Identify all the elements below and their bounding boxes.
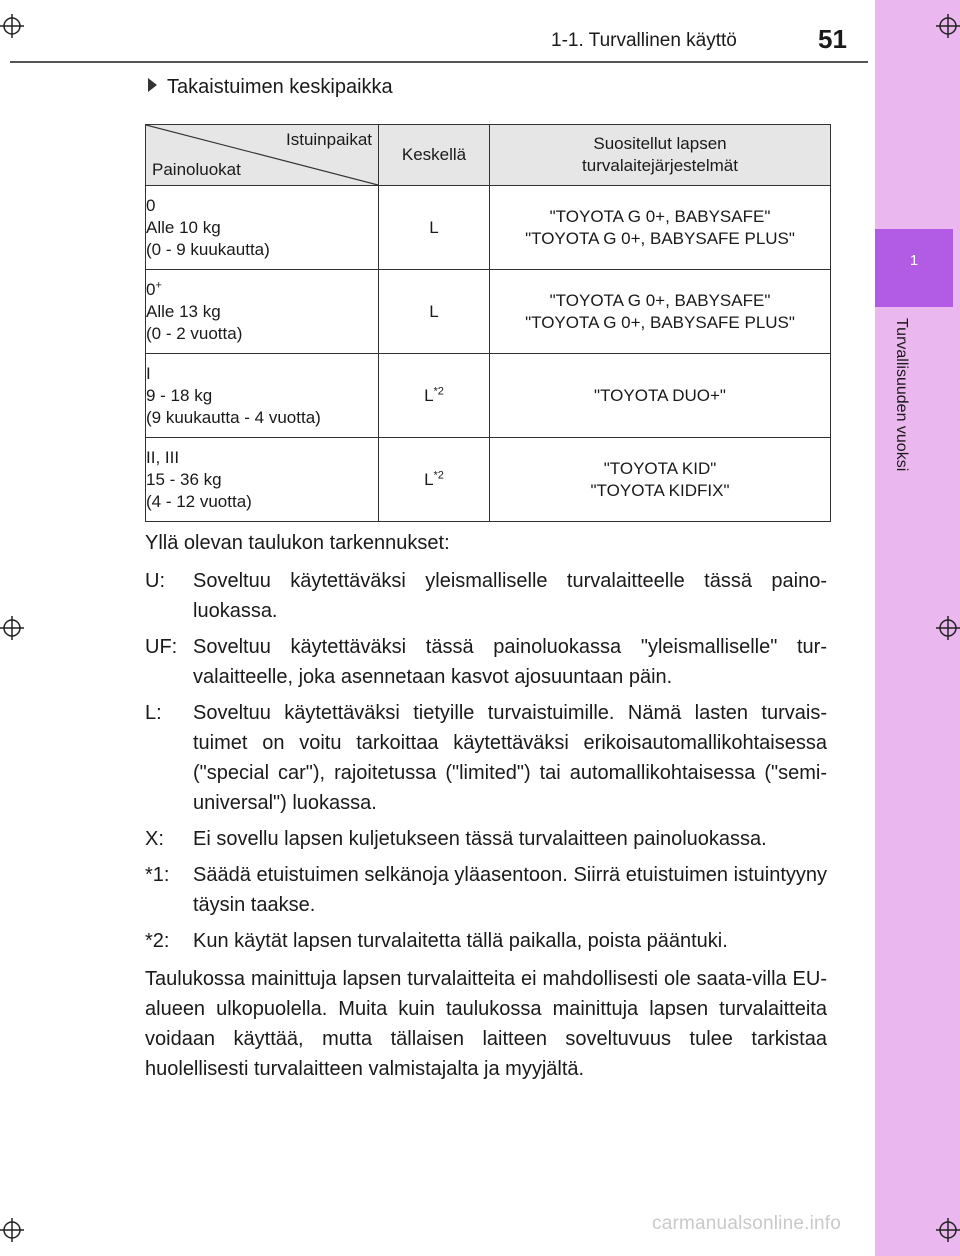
section-heading: [148, 76, 393, 99]
page-number: 51: [818, 24, 847, 54]
table-row: [146, 186, 831, 270]
weight-class-cell: I 9 - 18 kg (9 kuukautta - 4 vuotta): [146, 354, 379, 438]
weight-class-cell: II, III 15 - 36 kg (4 - 12 vuotta): [146, 438, 379, 522]
child-seat-table: [145, 124, 831, 522]
center-seat-cell: L: [379, 270, 490, 354]
note-item: X: Ei sovellu lapsen kuljetukseen tässä turvalaitteen painoluokassa.: [145, 828, 767, 850]
final-paragraph: Taulukossa mainittuja lapsen turvalaitteita ei mahdollisesti ole saata-villa EU-alueen ulkopuolella. Muita kuin taulukossa mainittuja lapsen turvalaitteita voidaan käyttää, mutta tällaisen laitteen soveltuvuus tulee tarkistaa huolellisesti turvalaitteen valmistajalta ja myyjältä.: [145, 968, 827, 1080]
recommended-cell: "TOYOTA DUO+": [490, 354, 831, 438]
header-center: Keskellä: [379, 125, 490, 186]
chapter-number: 1: [909, 252, 919, 269]
diagonal-header-cell: [146, 125, 379, 186]
chapter-label: Turvallisuuden vuoksi: [893, 318, 910, 472]
recommended-cell: "TOYOTA KID" "TOYOTA KIDFIX": [490, 438, 831, 522]
note-item: *1: Säädä etuistuimen selkänoja yläasentoon. Siirrä etuistuimen istuintyyny täysin taakse.: [145, 864, 827, 916]
note-item: *2: Kun käytät lapsen turvalaitetta tällä paikalla, poista pääntuki.: [145, 930, 728, 952]
registration-mark-icon: [0, 616, 24, 640]
header-recommended: Suositellut lapsen turvalaitejärjestelmät: [490, 125, 831, 186]
recommended-cell: "TOYOTA G 0+, BABYSAFE" "TOYOTA G 0+, BABYSAFE PLUS": [490, 186, 831, 270]
header-rule: [10, 61, 868, 63]
table-notes: [145, 528, 827, 1104]
running-header-title: 1-1. Turvallinen käyttö: [551, 30, 737, 51]
center-seat-cell: L: [379, 186, 490, 270]
table-header-row: [146, 125, 831, 186]
header-seat-positions: Istuinpaikat: [286, 130, 372, 149]
weight-class-cell: 0+ Alle 13 kg (0 - 2 vuotta): [146, 270, 379, 354]
center-seat-cell: $L^{*2}$: [379, 438, 490, 522]
weight-class-cell: 0 Alle 10 kg (0 - 9 kuukautta): [146, 186, 379, 270]
note-item: UF: Soveltuu käytettäväksi tässä painoluokassa "yleismalliselle" tur-valaitteelle, joka asennetaan kasvot ajosuuntaan päin.: [145, 636, 827, 688]
notes-intro: Yllä olevan taulukon tarkennukset:: [145, 532, 450, 554]
registration-mark-icon: [0, 1218, 24, 1242]
recommended-cell: "TOYOTA G 0+, BABYSAFE" "TOYOTA G 0+, BABYSAFE PLUS": [490, 270, 831, 354]
triangle-bullet-icon: [148, 78, 157, 92]
registration-mark-icon: [936, 14, 960, 38]
header-weight-classes: Painoluokat: [152, 160, 241, 179]
note-item: L: Soveltuu käytettäväksi tietyille turvaistuimille. Nämä lasten turvais-tuimet on voitu tarkoittaa käytettäväksi erikoisautomallikohtaisessa ("special car"), rajoitetussa ("limited") tai automallikohtaisessa ("semi-universal") luokassa.: [145, 702, 827, 814]
table-row: [146, 438, 831, 522]
table-row: [146, 270, 831, 354]
watermark-text: carmanualsonline.info: [652, 1213, 842, 1234]
registration-mark-icon: [0, 14, 24, 38]
table-row: [146, 354, 831, 438]
registration-mark-icon: [936, 616, 960, 640]
note-item: U: Soveltuu käytettäväksi yleismalliselle turvalaitteelle tässä paino-luokassa.: [145, 570, 827, 622]
center-seat-cell: $L^{*2}$: [379, 354, 490, 438]
section-heading-text: Takaistuimen keskipaikka: [167, 76, 393, 98]
registration-mark-icon: [936, 1218, 960, 1242]
